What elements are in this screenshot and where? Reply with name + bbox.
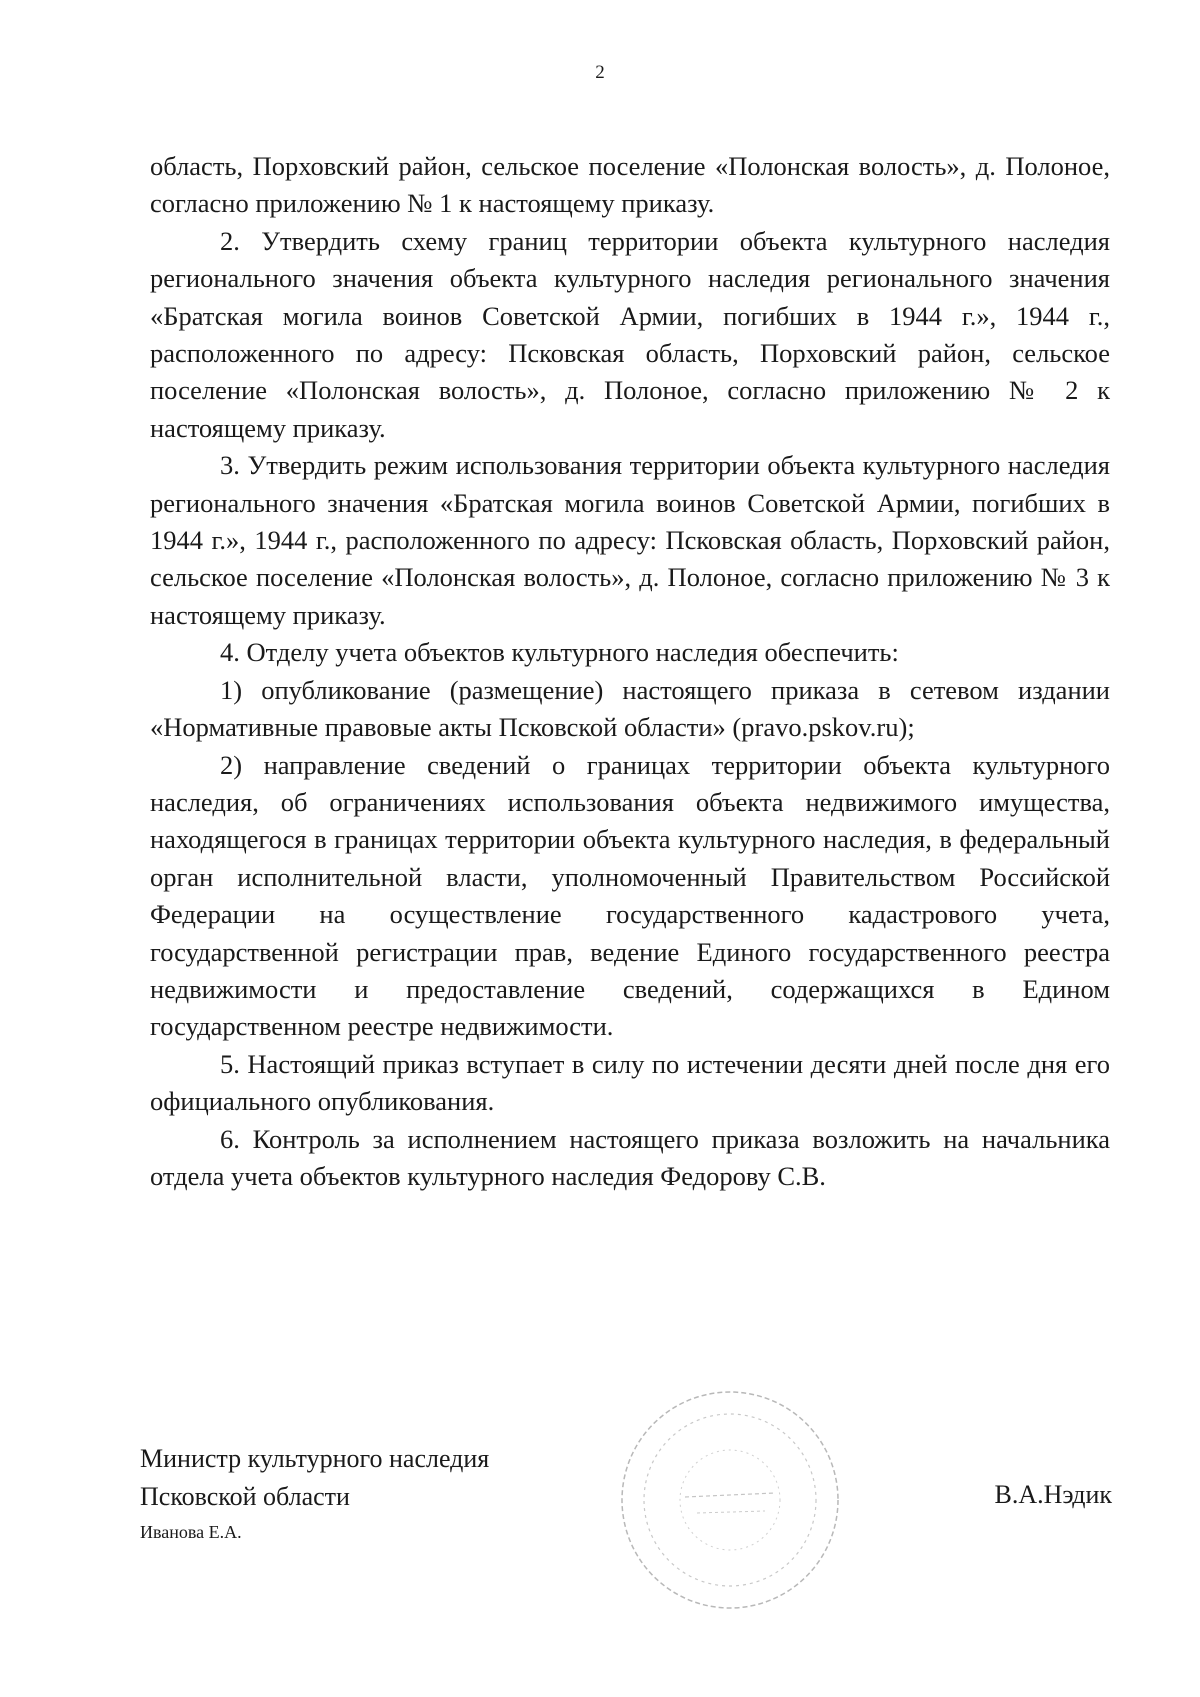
executor-name: Иванова Е.А. [140, 1522, 242, 1542]
paragraph-item-2: 2. Утвердить схему границ территории объекта культурного наследия регионального значения объекта культурного наследия регионального значения «Братская могила воинов Советской Армии, погибших в 1944 г.», 1944 г., расположенного по адресу: Псковская область, Порховский район, сельское поселение «Полонская волость», д. Полоное, согласно приложению № 2 к настоящему приказу. [150, 225, 1110, 443]
signature-block [140, 1440, 489, 1546]
paragraph-item-4-2: 2) направление сведений о границах территории объекта культурного наследия, об ограничениях использования объекта недвижимого имущества, находящегося в границах территории объекта культурного наследия, в федеральный орган исполнительной власти, уполномоченный Правительством Российской Федерации на осуществление государственного кадастрового учета, государственной регистрации прав, ведение Единого государственного реестра недвижимости и предоставление сведений, содержащихся в Едином государственном реестре недвижимости. [150, 749, 1110, 1042]
signer-name: В.А.Нэдик [994, 1480, 1112, 1509]
document-body [150, 148, 1110, 1195]
page-number: 2 [595, 62, 605, 83]
signatory-position-line1: Министр культурного наследия [140, 1444, 490, 1473]
paragraph-item-6: 6. Контроль за исполнением настоящего приказа возложить на начальника отдела учета объектов культурного наследия Федорову С.В. [150, 1123, 1110, 1191]
paragraph-item-4: 4. Отделу учета объектов культурного наследия обеспечить: [220, 637, 899, 668]
stamp-seal-icon [615, 1385, 845, 1615]
paragraph-continuation: область, Порховский район, сельское поселение «Полонская волость», д. Полоное, согласно приложению № 1 к настоящему приказу. [150, 151, 1110, 219]
paragraph-item-4-1: 1) опубликование (размещение) настоящего приказа в сетевом издании «Нормативные правовые акты Псковской области» (pravo.pskov.ru); [150, 674, 1110, 743]
signatory-position-line2: Псковской области [140, 1482, 350, 1511]
paragraph-item-3: 3. Утвердить режим использования территории объекта культурного наследия регионального значения «Братская могила воинов Советской Армии, погибших в 1944 г.», 1944 г., расположенного по адресу: Псковская область, Порховский район, сельское поселение «Полонская волость», д. Полоное, согласно приложению № 3 к настоящему приказу. [150, 450, 1110, 630]
paragraph-item-5: 5. Настоящий приказ вступает в силу по истечении десяти дней после дня его официального опубликования. [150, 1048, 1110, 1117]
